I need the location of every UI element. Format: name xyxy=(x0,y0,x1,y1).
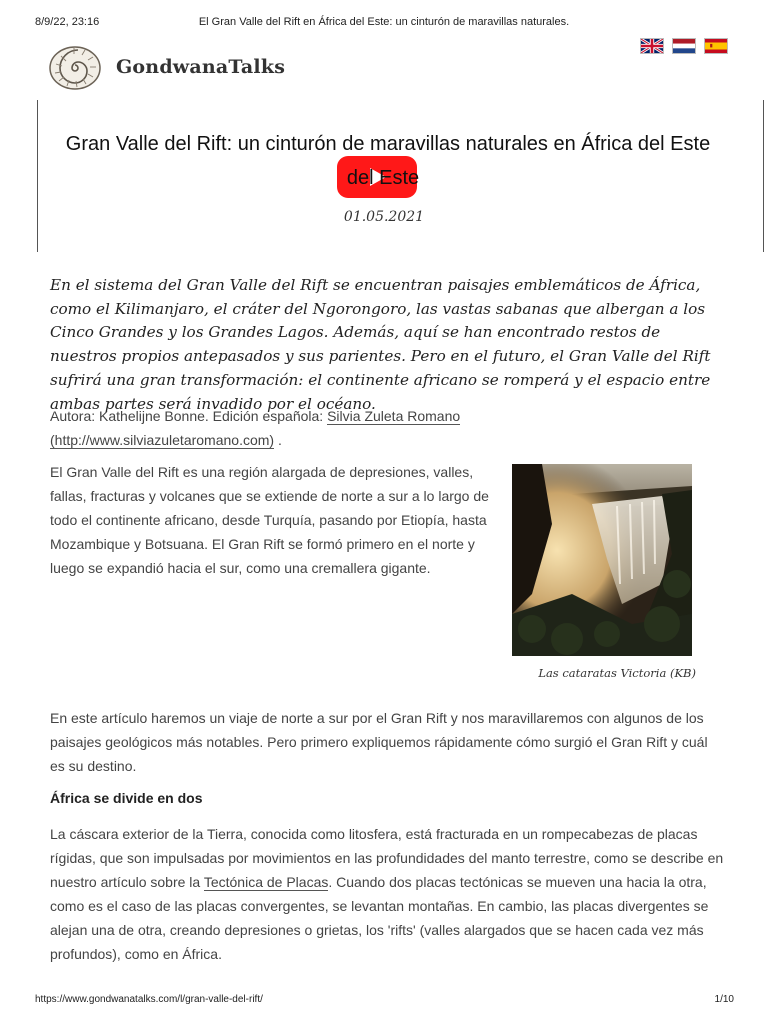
page-counter: 1/10 xyxy=(714,994,734,1005)
print-url: https://www.gondwanatalks.com/l/gran-valle-del-rift/ xyxy=(35,994,263,1005)
author-credits xyxy=(50,404,720,452)
plate-tectonics-link[interactable]: Tectónica de Placas xyxy=(203,874,329,890)
article-lead: En el sistema del Gran Valle del Rift se encuentran paisajes emblemáticos de África, como el Kilimanjaro, el cráter del Ngorongoro, las vastas sabanas que albergan a los Cinco Grandes y los Grandes Lagos. Además, aquí se han encontrado restos de nuestros propios antepasados y sus parientes. Pero en el futuro, el Gran Valle del Rift sufrirá una gran transformación: el continente africano se romperá y el espacio entre ambas partes será invadido por el océano. xyxy=(50,276,711,413)
title-overlap-text: del Este xyxy=(346,167,420,189)
article-paragraph-tectonics xyxy=(50,822,725,966)
para3-text-before: La cáscara exterior de la Tierra, conocida como litosfera, está fracturada en un rompecabezas de placas rígidas, que son impulsadas por movimientos en las profundidades del manto terrestre, como se describe en nuestro artículo sobre la xyxy=(50,826,724,890)
uk-flag-icon[interactable] xyxy=(640,38,664,54)
credits-prefix: Autora: Kathelijne Bonne. Edición española: xyxy=(50,408,328,424)
print-header xyxy=(0,16,768,32)
victoria-falls-photo xyxy=(512,464,692,656)
article-title: Gran Valle del Rift: un cinturón de maravillas naturales en África del Este xyxy=(65,133,711,155)
section-heading: África se divide en dos xyxy=(50,790,203,806)
spain-flag-icon[interactable] xyxy=(704,38,728,54)
ammonite-shell-icon[interactable] xyxy=(47,44,103,92)
publication-date: 01.05.2021 xyxy=(343,209,425,225)
translator-website-link[interactable]: (http://www.silviazuletaromano.com) xyxy=(50,432,275,448)
youtube-play-icon[interactable] xyxy=(337,156,417,198)
credits-suffix: . xyxy=(274,432,282,448)
netherlands-flag-icon[interactable] xyxy=(672,38,696,54)
intro-paragraph: El Gran Valle del Rift es una región alargada de depresiones, valles, fallas, fracturas y volcanes que se extiende de norte a sur a lo largo de todo el continente africano, desde Turquía, pasando por Etiopía, hasta Mozambique y Botsuana. El Gran Rift se formó primero en el norte y luego se expandió hacia el sur, como una cremallera gigante. xyxy=(50,464,489,576)
print-document-title: El Gran Valle del Rift en África del Este: un cinturón de maravillas naturales. xyxy=(198,16,570,28)
translator-link[interactable]: Silvia Zuleta Romano xyxy=(327,408,461,424)
para3-text-after: . Cuando dos placas tectónicas se mueven una hacia la otra, como es el caso de las placas convergentes, se levantan montañas. En cambio, las placas divergentes se alejan una de otra, creando depresiones o grietas, los 'rifts' (valles alargados que se hacen cada vez más profundos), como en África. xyxy=(50,874,709,962)
site-brand[interactable]: GondwanaTalks xyxy=(116,56,286,78)
print-datetime: 8/9/22, 23:16 xyxy=(35,16,100,28)
print-footer xyxy=(0,994,768,1010)
image-caption: Las cataratas Victoria (KB) xyxy=(538,666,696,680)
article-paragraph: En este artículo haremos un viaje de norte a sur por el Gran Rift y nos maravillaremos con algunos de los paisajes geológicos más notables. Pero primero expliquemos rápidamente cómo surgió el Gran Rift y cuál es su destino. xyxy=(50,710,708,774)
